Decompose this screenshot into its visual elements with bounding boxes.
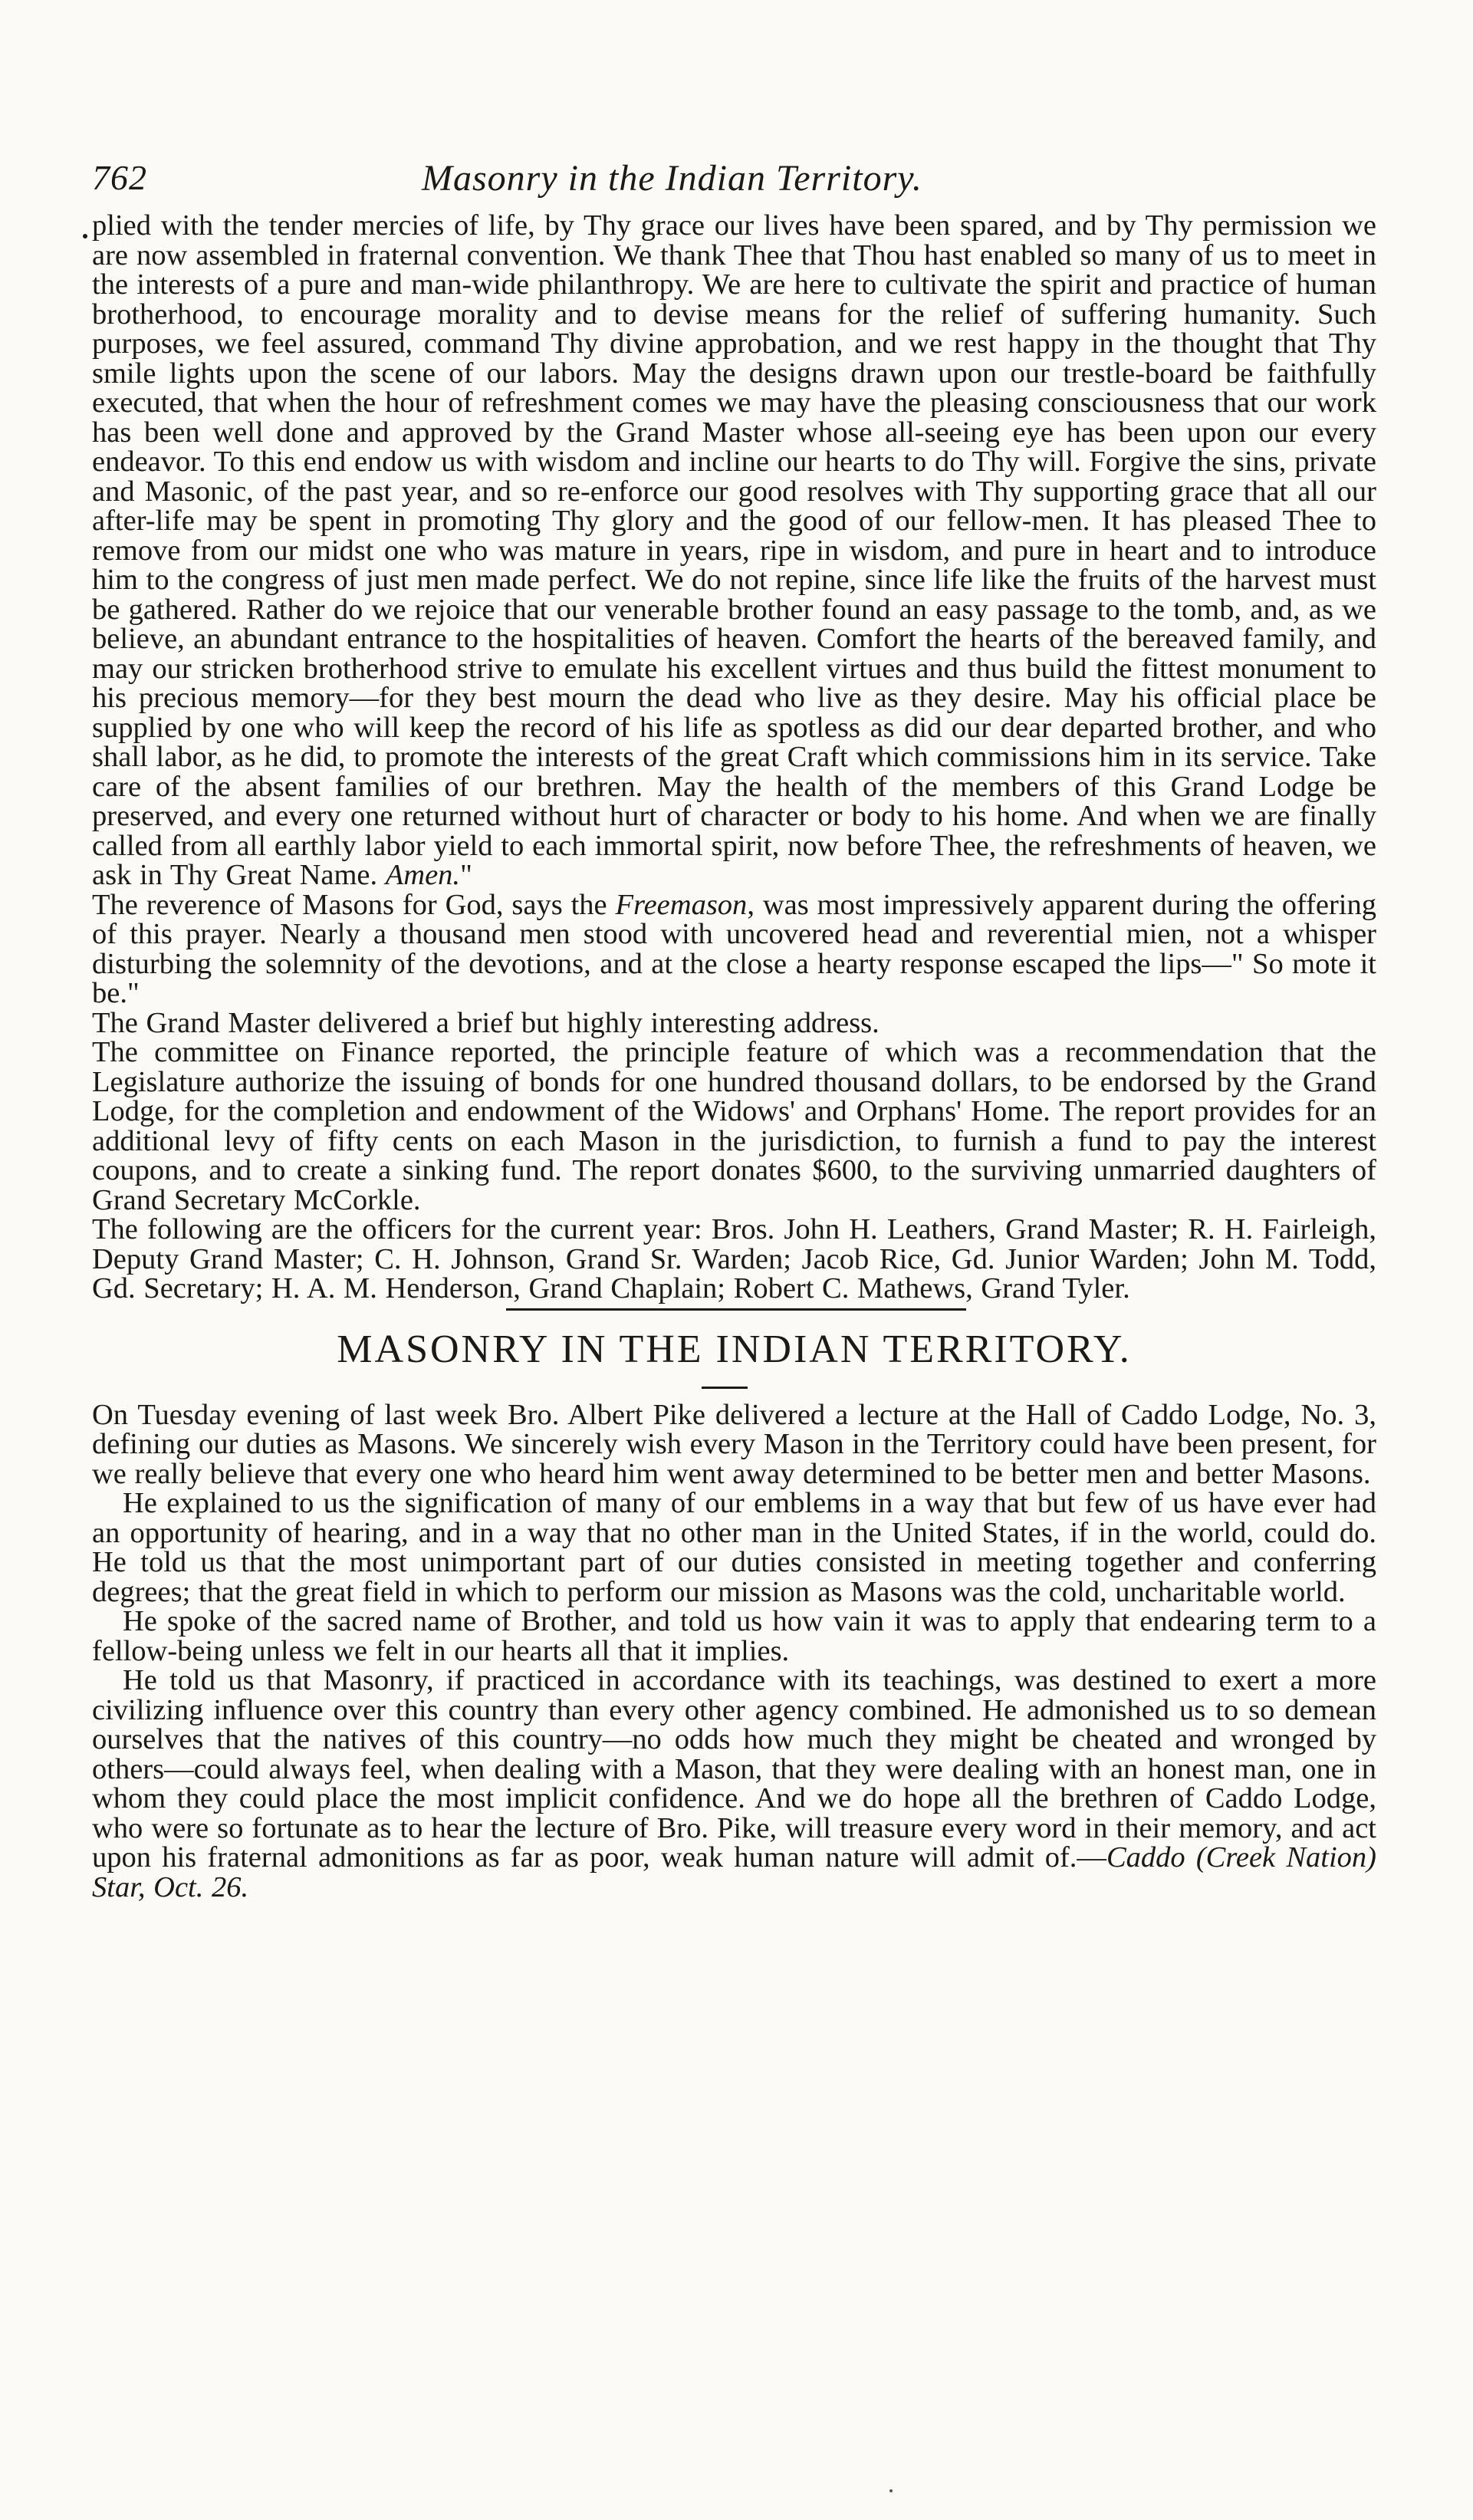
reverence-lead: The reverence of Masons for God, says the [92,888,616,921]
stray-ink-mark [83,234,87,239]
article-paragraph-4-text: He told us that Masonry, if practiced in accordance with its teachings, was destined to exert a more civilizing influence over this country than every other agency combined. He admonished us to so demean ourselves that the natives of this country—no odds how much they might be cheated and wronged by others—could always feel, when dealing with a Mason, that they were dealing with an honest man, one in whom they could place the most implicit confidence. And we do hope all the brethren of Caddo Lodge, who were so fortunate as to hear the lecture of Bro. Pike, will treasure every word in their memory, and act upon his fraternal admonitions as far as poor, weak human nature will admit of.— [92,1664,1376,1874]
prayer-text: plied with the tender mercies of life, by Thy grace our lives have been spared, and by Thy permission we are now assembled in fraternal convention. We thank Thee that Thou hast enabled so many of us to meet in the interests of a pure and man-wide philanthropy. We are here to cultivate the spirit and practice of human brotherhood, to encourage morality and to devise means for the relief of suffering humanity. Such purposes, we feel assured, command Thy divine approbation, and we rest happy in the thought that Thy smile lights upon the scene of our labors. May the designs drawn upon our trestle-board be faithfully executed, that when the hour of refreshment comes we may have the pleasing consciousness that our work has been well done and approved by the Grand Master whose all-seeing eye has been upon our every endeavor. To this end endow us with wisdom and incline our hearts to do Thy will. Forgive the sins, private and Masonic, of the past year, and so re-enforce our good resolves with Thy supporting grace that all our after-life may be spent in promoting Thy glory and the good of our fellow-men. It has pleased Thee to remove from our midst one who was mature in years, ripe in wisdom, and pure in heart and to introduce him to the congress of just men made perfect. We do not repine, since life like the fruits of the harvest must be gathered. Rather do we rejoice that our venerable brother found an easy passage to the tomb, and, as we believe, an abundant entrance to the hospitalities of heaven. Comfort the hearts of the bereaved family, and may our stricken brotherhood strive to emulate his excellent virtues and thus build the fittest monument to his precious memory—for they best mourn the dead who live as they desire. May his official place be supplied by one who will keep the record of his life as spotless as did our dear departed brother, and who shall labor, as he did, to promote the interests of the great Craft which commissions him in its service. Take care of the absent families of our brethren. May the health of the members of this Grand Lodge be preserved, and every one returned without hurt of character or body to his home. And when we are finally called from all earthly labor yield to each immortal spirit, now before Thee, the refreshments of heaven, we ask in Thy Great Name. [92,209,1376,891]
prayer-paragraph [92,211,1376,890]
page-header [92,157,1376,211]
address-paragraph: The Grand Master delivered a brief but highly interesting address. [92,1006,880,1039]
running-title: Masonry in the Indian Territory. [422,158,922,199]
reverence-source: Freemason [615,888,748,921]
section-title: MASONRY IN THE INDIAN TERRITORY. [337,1327,1132,1371]
reverence-rest: , was most impressively apparent during the offering of this prayer. Nearly a thousand men stood with uncovered head and reverential mien, not a whisper disturbing the solemnity of the devotions, and at the close a hearty response escaped the lips—" So mote it be." [92,888,1376,1009]
section-divider [506,1308,966,1311]
page-number: 762 [92,158,147,197]
title-dash [702,1387,748,1389]
officers-paragraph: The following are the officers for the current year: Bros. John H. Leathers, Grand Master; R. H. Fairleigh, Deputy Grand Master; C. H. Johnson, Grand Sr. Warden; Jacob Rice, Gd. Junior Warden; John M. Todd, Gd. Secretary; H. A. M. Henderson, Grand Chaplain; Robert C. Mathews, Grand Tyler. [92,1213,1376,1304]
article-source: Caddo (Creek Nation) Star, Oct. 26. [92,1841,1377,1903]
finance-paragraph: The committee on Finance reported, the principle feature of which was a recommendation that the Legislature authorize the issuing of bonds for one hundred thousand dollars, to be endorsed by the Grand Lodge, for the completion and endowment of the Widows' and Orphans' Home. The report provides for an additional levy of fifty cents on each Mason in the jurisdiction, to furnish a fund to pay the interest coupons, and to create a sinking fund. The report donates $600, to the surviving unmarried daughters of Grand Secretary McCorkle. [92,1036,1376,1216]
prayer-close-quote: " [460,859,472,891]
article-paragraph-3: He spoke of the sacred name of Brother, and told us how vain it was to apply that endearing term to a fellow-being unless we felt in our hearts all that it implies. [92,1605,1376,1667]
reverence-paragraph [92,890,1376,1008]
section-rule-wrap [92,1304,1376,1321]
page [92,157,1376,1902]
amen: Amen. [385,859,461,891]
article-body [92,211,1376,1902]
footer-ink-dot [889,2489,893,2492]
article-paragraph-2: He explained to us the signification of many of our emblems in a way that but few of us have ever had an opportunity of hearing, and in a way that no other man in the United States, if in the world, could do. He told us that the most unimportant part of our duties consisted in meeting together and conferring degrees; that the great field in which to perform our mission as Masons was the cold, uncharitable world. [92,1487,1376,1608]
article-paragraph-1: On Tuesday evening of last week Bro. Albert Pike delivered a lecture at the Hall of Caddo Lodge, No. 3, defining our duties as Masons. We sincerely wish every Mason in the Territory could have been present, for we really believe that every one who heard him went away determined to be better men and better Masons. [92,1398,1376,1490]
title-dash-wrap [92,1373,1376,1400]
article-paragraph-4 [92,1666,1376,1902]
